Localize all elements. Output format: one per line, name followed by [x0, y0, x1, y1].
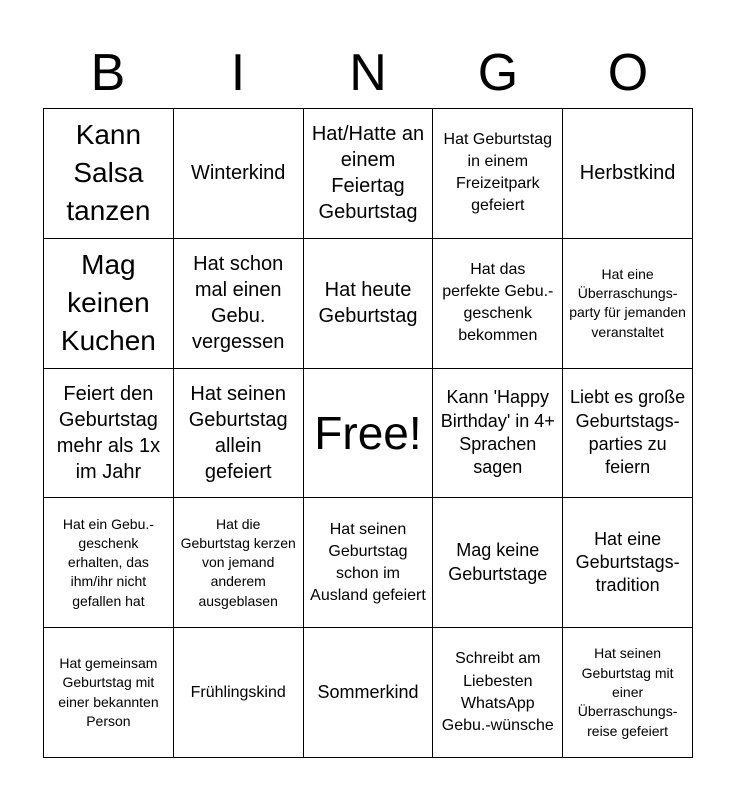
cell-text: Feiert den Geburtstag mehr als 1x im Jahr [56, 382, 161, 483]
cell-text: Hat schon mal einen Gebu. vergessen [192, 253, 285, 354]
cell-text: Hat heute Geburtstag [318, 279, 418, 328]
cell-text: Hat ein Gebu.-geschenk erhalten, das ihm/ihr nicht gefallen hat [62, 515, 154, 609]
bingo-cell-r1c3[interactable] [304, 109, 434, 239]
header-letter-g: G [477, 44, 519, 102]
cell-text: Mag keinen Kuchen [60, 249, 156, 357]
cell-text: Sommerkind [317, 681, 419, 702]
bingo-cell-r2c3[interactable] [304, 239, 434, 369]
cell-text: Hat seinen Geburtstag schon im Ausland gefeiert [310, 520, 426, 604]
cell-text: Liebt es große Geburtstags-parties zu feiern [570, 387, 686, 478]
bingo-cell-r4c1[interactable] [44, 498, 174, 628]
bingo-cell-r4c5[interactable] [563, 498, 693, 628]
header-letter-n: N [349, 44, 387, 102]
cell-text: Frühlingskind [190, 683, 286, 701]
bingo-cell-r5c4[interactable] [433, 628, 563, 758]
cell-text: Hat seinen Geburtstag allein gefeiert [188, 382, 288, 483]
cell-text: Herbstkind [579, 162, 676, 185]
cell-text: Kann Salsa tanzen [66, 119, 151, 227]
cell-text: Hat seinen Geburtstag mit einer Überraschungs-reise gefeiert [577, 645, 678, 739]
cell-text: Hat die Geburtstag kerzen von jemand anderem ausgeblasen [180, 515, 296, 609]
bingo-cell-r3c1[interactable] [44, 369, 174, 499]
cell-text: Hat das perfekte Gebu.-geschenk bekommen [442, 261, 554, 345]
bingo-cell-r1c2[interactable] [174, 109, 304, 239]
bingo-cell-r4c2[interactable] [174, 498, 304, 628]
cell-text: Winterkind [190, 162, 286, 185]
cell-text: Mag keine Geburtstage [448, 540, 548, 584]
bingo-cell-r4c3[interactable] [304, 498, 434, 628]
bingo-cell-r2c2[interactable] [174, 239, 304, 369]
cell-text: Schreibt am Liebesten WhatsApp Gebu.-wünsche [441, 650, 554, 734]
cell-text: Hat gemeinsam Geburtstag mit einer bekannten Person [58, 654, 159, 729]
cell-text: Hat Geburtstag in einem Freizeitpark gefeiert [443, 131, 553, 215]
bingo-free-space[interactable] [304, 369, 434, 499]
header-letter-o: O [607, 44, 649, 102]
bingo-cell-r1c1[interactable] [44, 109, 174, 239]
bingo-cell-r4c4[interactable] [433, 498, 563, 628]
cell-text: Hat/Hatte an einem Feiertag Geburtstag [311, 123, 425, 224]
bingo-cell-r3c5[interactable] [563, 369, 693, 499]
bingo-cell-r3c2[interactable] [174, 369, 304, 499]
bingo-cell-r2c5[interactable] [563, 239, 693, 369]
header-letter-b: B [90, 44, 126, 102]
cell-text: Kann 'Happy Birthday' in 4+ Sprachen sagen [440, 387, 555, 478]
bingo-cell-r1c5[interactable] [563, 109, 693, 239]
bingo-board [43, 108, 693, 758]
bingo-cell-r5c3[interactable] [304, 628, 434, 758]
bingo-cell-r5c2[interactable] [174, 628, 304, 758]
bingo-cell-r2c1[interactable] [44, 239, 174, 369]
bingo-cell-r3c4[interactable] [433, 369, 563, 499]
bingo-cell-r2c4[interactable] [433, 239, 563, 369]
bingo-header [43, 42, 693, 104]
bingo-cell-r1c4[interactable] [433, 109, 563, 239]
bingo-cell-r5c5[interactable] [563, 628, 693, 758]
free-text: Free! [314, 406, 422, 459]
header-letter-i: I [230, 44, 246, 102]
bingo-cell-r5c1[interactable] [44, 628, 174, 758]
cell-text: Hat eine Geburtstags-tradition [575, 528, 680, 596]
cell-text: Hat eine Überraschungs-party für jemanden veranstaltet [569, 265, 686, 340]
